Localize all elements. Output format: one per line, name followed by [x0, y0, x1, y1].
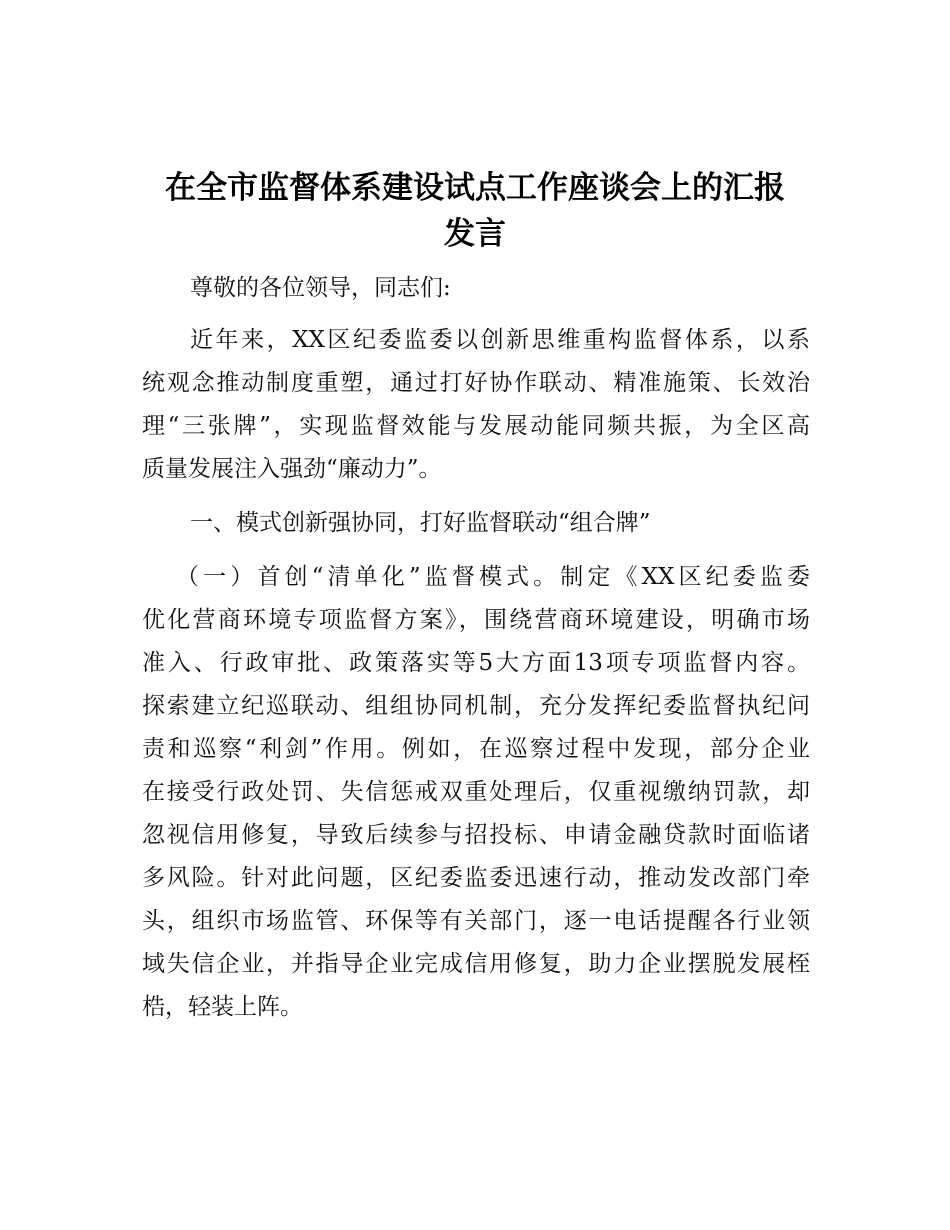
section-heading: 一、模式创新强协同，打好监督联动“组合牌”	[190, 510, 651, 536]
paragraph-line: （一）首创“清单化”监督模式。制定《XX区纪委监委	[176, 564, 810, 590]
paragraph-line: 梏，轻装上阵。	[142, 994, 303, 1020]
intro-line: 理“三张牌”，实现监督效能与发展动能同频共振，为全区高	[142, 413, 810, 439]
intro-line: 质量发展注入强劲“廉动力”。	[142, 456, 442, 482]
paragraph-line: 在接受行政处罚、失信惩戒双重处理后，仅重视缴纳罚款，却	[142, 779, 810, 805]
paragraph-line: 探索建立纪巡联动、组组协同机制，充分发挥纪委监督执纪问	[142, 693, 810, 719]
greeting-text: 尊敬的各位领导，同志们:	[190, 275, 451, 301]
paragraph-line: 域失信企业，并指导企业完成信用修复，助力企业摆脱发展桎	[142, 951, 810, 977]
paragraph-line: 优化营商环境专项监督方案》，围绕营商环境建设，明确市场	[142, 607, 810, 633]
intro-line: 统观念推动制度重塑，通过打好协作联动、精准施策、长效治	[142, 370, 810, 396]
paragraph-line: 头，组织市场监管、环保等有关部门，逐一电话提醒各行业领	[142, 908, 810, 934]
document-title-continued: 发言	[444, 216, 506, 252]
paragraph-line: 忽视信用修复，导致后续参与招投标、申请金融贷款时面临诸	[142, 822, 810, 848]
paragraph-line: 准入、行政审批、政策落实等5大方面13项专项监督内容。	[142, 650, 810, 676]
document-title: 在全市监督体系建设试点工作座谈会上的汇报	[165, 170, 785, 206]
paragraph-line: 责和巡察“利剑”作用。例如，在巡察过程中发现，部分企业	[142, 736, 810, 762]
intro-line: 近年来，XX区纪委监委以创新思维重构监督体系，以系	[190, 327, 810, 353]
paragraph-line: 多风险。针对此问题，区纪委监委迅速行动，推动发改部门牵	[142, 865, 810, 891]
